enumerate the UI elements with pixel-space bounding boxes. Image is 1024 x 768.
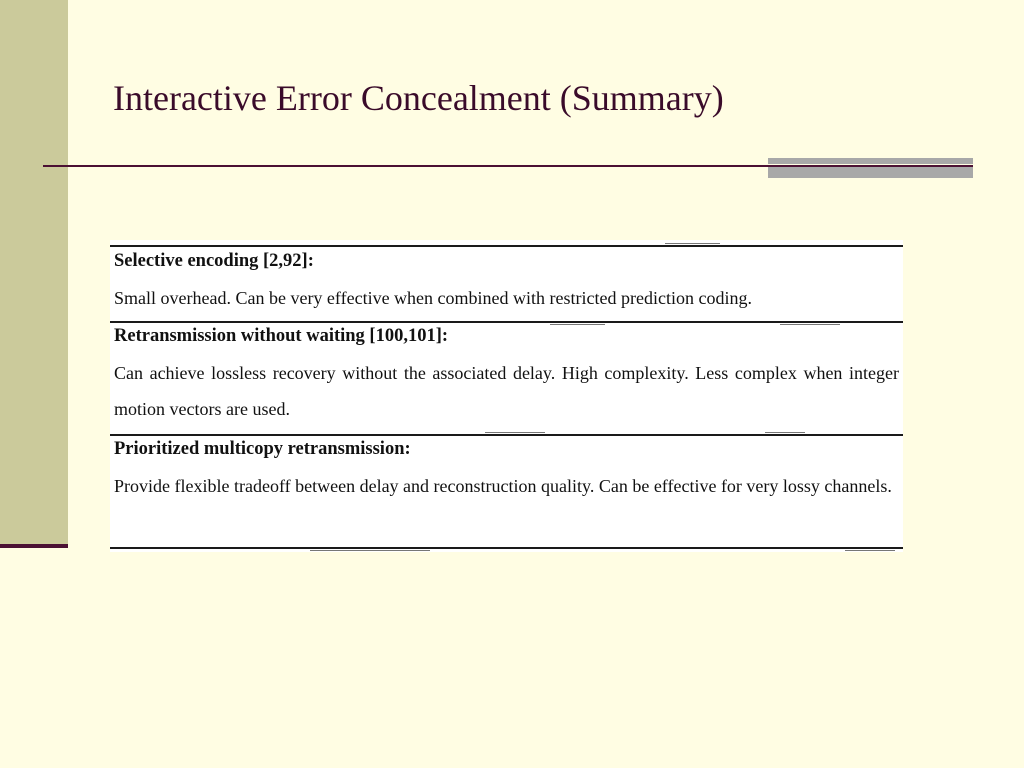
row-description-retransmission-without-waiting: Can achieve lossless recovery without the associated delay. High complexity. Less complex when integer motion vectors are used.	[114, 363, 899, 419]
row-description-prioritized-multicopy: Provide flexible tradeoff between delay and reconstruction quality. Can be effective for very lossy channels.	[114, 476, 892, 496]
row-heading-prioritized-multicopy: Prioritized multicopy retransmission:	[114, 439, 411, 459]
scan-artifact	[765, 432, 805, 433]
slide-title: Interactive Error Concealment (Summary)	[113, 78, 724, 118]
left-decorative-bar	[0, 0, 68, 545]
table-rule-2	[110, 434, 903, 436]
accent-stripe-top	[768, 158, 973, 164]
table-rule-1	[110, 321, 903, 323]
left-bar-underline	[0, 544, 68, 548]
accent-stripe-bottom	[768, 167, 973, 178]
scan-artifact	[485, 432, 545, 433]
scan-artifact	[550, 324, 605, 325]
row-heading-selective-encoding: Selective encoding [2,92]:	[114, 251, 314, 271]
title-accent-stripes	[768, 158, 973, 179]
row-heading-retransmission-without-waiting: Retransmission without waiting [100,101]:	[114, 326, 449, 346]
table-rule-bottom	[110, 547, 903, 549]
row-description-selective-encoding: Small overhead. Can be very effective when combined with restricted prediction coding.	[114, 288, 752, 308]
summary-table-image	[110, 240, 903, 552]
scan-artifact	[310, 550, 430, 551]
scan-artifact	[780, 324, 840, 325]
table-rule-top	[110, 245, 903, 247]
scan-artifact	[665, 243, 720, 244]
scan-artifact	[845, 550, 895, 551]
